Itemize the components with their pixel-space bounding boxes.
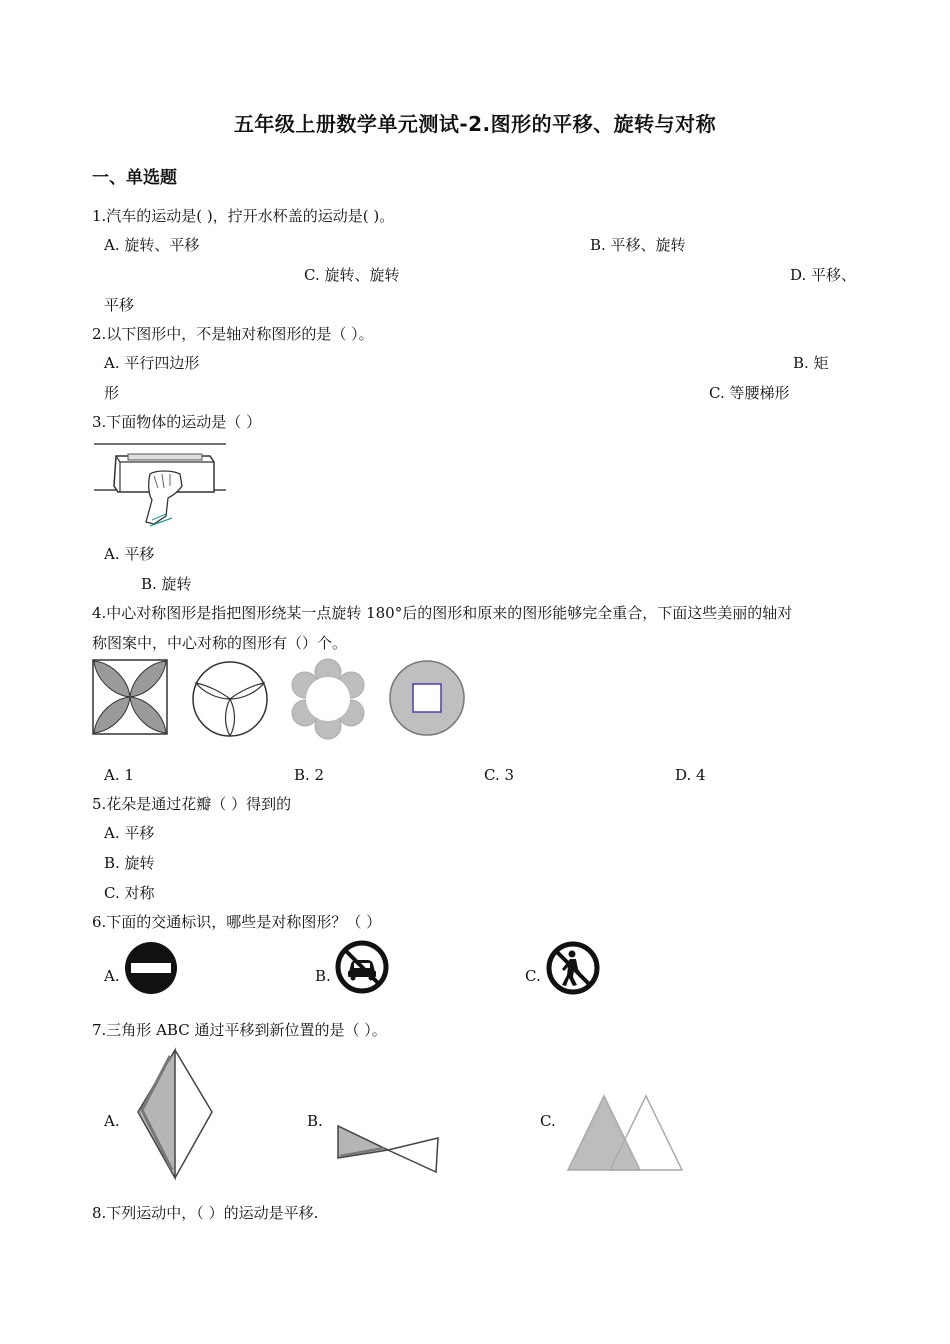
q1-option-a[interactable]: A. 旋转、平移 xyxy=(104,236,200,254)
q6-stem: 6.下面的交通标识，哪些是对称图形？（ ） xyxy=(92,913,382,931)
q2-option-b-wrap: 形 xyxy=(104,384,120,402)
q6-option-a[interactable]: A. xyxy=(104,967,120,985)
q4-option-c[interactable]: C. 3 xyxy=(484,766,515,784)
q1-option-b[interactable]: B. 平移、旋转 xyxy=(590,236,686,254)
q3-option-a[interactable]: A. 平移 xyxy=(104,545,155,563)
triangle-translation-figure-c xyxy=(564,1092,686,1174)
drawer-pull-illustration xyxy=(92,436,232,532)
q1-option-d-wrap: 平移 xyxy=(104,296,135,314)
no-pedestrian-sign-icon xyxy=(546,941,600,995)
four-petal-square-figure xyxy=(92,659,168,735)
q4-option-b[interactable]: B. 2 xyxy=(294,766,325,784)
triangle-reflection-figure-a xyxy=(132,1046,216,1182)
no-entry-sign-icon xyxy=(124,941,178,995)
q8-stem: 8.下列运动中，（ ）的运动是平移. xyxy=(92,1204,319,1222)
q5-stem: 5.花朵是通过花瓣（ ）得到的 xyxy=(92,795,292,813)
q4-stem-line2: 称图案中，中心对称的图形有（）个。 xyxy=(92,634,348,652)
triangle-rotation-figure-b xyxy=(334,1122,442,1174)
q2-option-b[interactable]: B. 矩 xyxy=(793,354,829,372)
q6-option-b[interactable]: B. xyxy=(315,967,331,985)
q5-option-a[interactable]: A. 平移 xyxy=(104,824,155,842)
q4-stem-line1: 4.中心对称图形是指把图形绕某一点旋转 180°后的图形和原来的图形能够完全重合，下面这些美丽的轴对 xyxy=(92,604,793,622)
q5-option-b[interactable]: B. 旋转 xyxy=(104,854,155,872)
q3-option-b[interactable]: B. 旋转 xyxy=(141,575,192,593)
q3-stem: 3.下面物体的运动是（ ） xyxy=(92,413,262,431)
flower-figure xyxy=(288,659,368,739)
q6-option-c[interactable]: C. xyxy=(525,967,541,985)
q5-option-c[interactable]: C. 对称 xyxy=(104,884,155,902)
three-petal-circle-figure xyxy=(190,659,270,739)
q1-option-d[interactable]: D. 平移、 xyxy=(790,266,857,284)
q7-option-a[interactable]: A. xyxy=(104,1112,120,1130)
q7-option-b[interactable]: B. xyxy=(307,1112,323,1130)
no-motor-vehicle-sign-icon xyxy=(335,940,389,994)
page-title: 五年级上册数学单元测试-2.图形的平移、旋转与对称 xyxy=(233,112,717,136)
coin-square-hole-figure xyxy=(388,659,466,737)
q4-option-a[interactable]: A. 1 xyxy=(104,766,134,784)
q2-option-c[interactable]: C. 等腰梯形 xyxy=(709,384,790,402)
q1-stem: 1.汽车的运动是( )，拧开水杯盖的运动是( )。 xyxy=(92,207,395,225)
q7-stem: 7.三角形 ABC 通过平移到新位置的是（ ）。 xyxy=(92,1021,387,1039)
q1-option-c[interactable]: C. 旋转、旋转 xyxy=(304,266,400,284)
q2-option-a[interactable]: A. 平行四边形 xyxy=(104,354,200,372)
section-heading: 一、单选题 xyxy=(92,168,177,188)
q7-option-c[interactable]: C. xyxy=(540,1112,556,1130)
q4-option-d[interactable]: D. 4 xyxy=(675,766,706,784)
q2-stem: 2.以下图形中，不是轴对称图形的是（ ）。 xyxy=(92,325,374,343)
